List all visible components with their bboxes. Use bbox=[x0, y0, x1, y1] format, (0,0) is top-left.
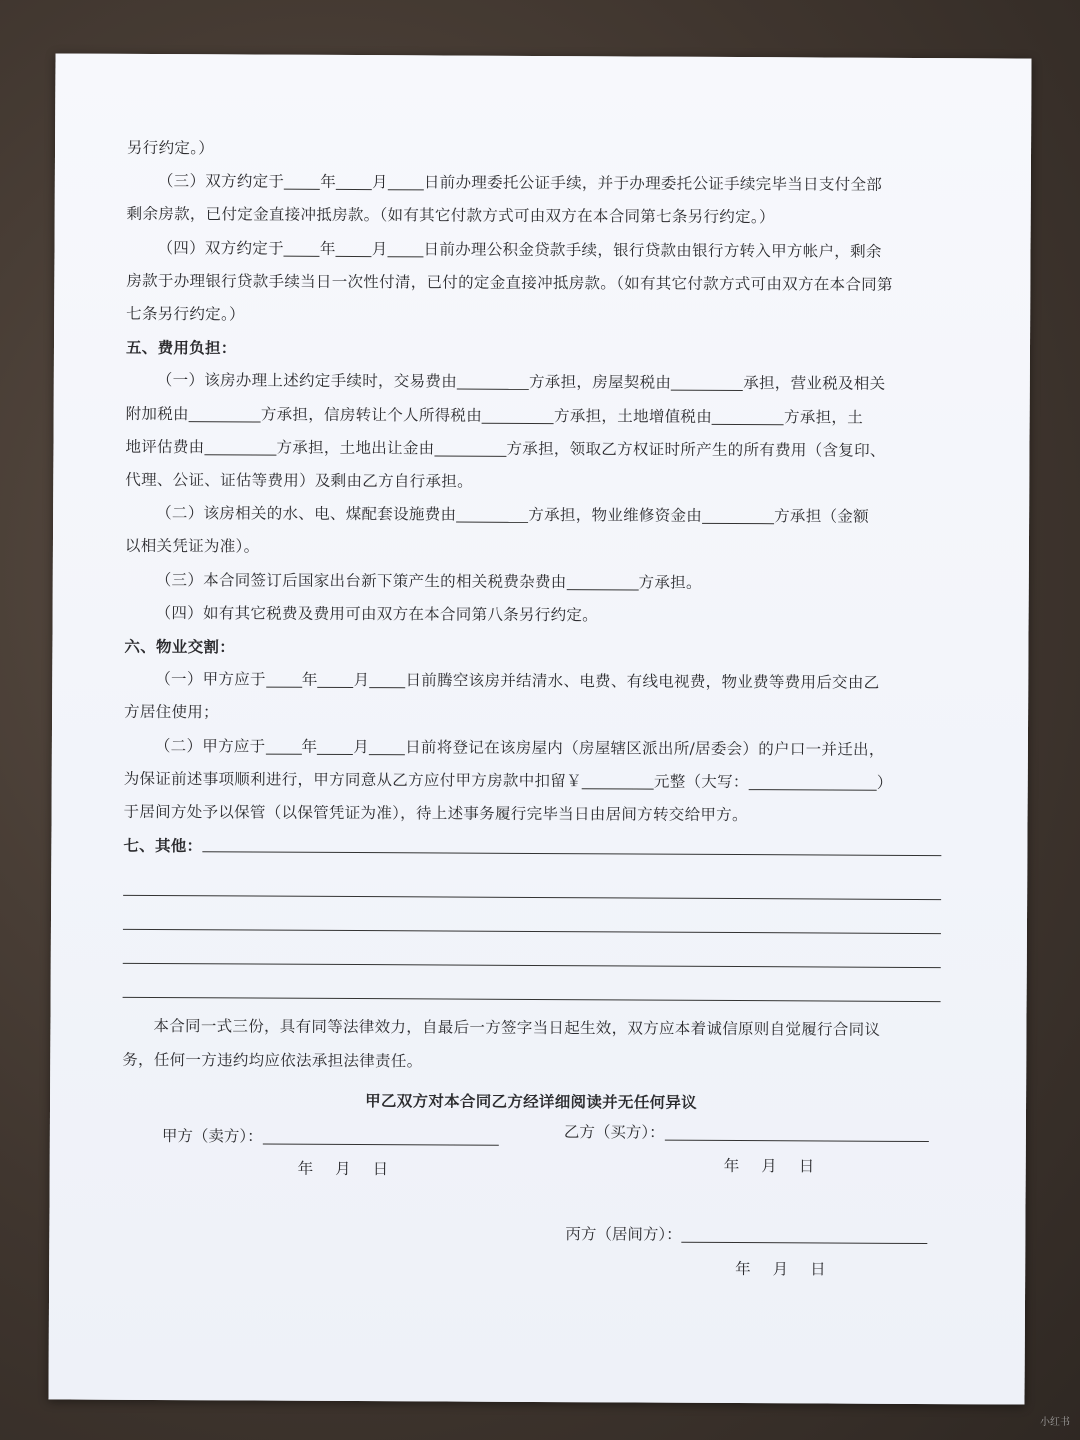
other-line[interactable] bbox=[123, 862, 941, 900]
fees-clause-4: （四）如有其它税费及费用可由双方在本合同第八条另行约定。 bbox=[155, 603, 599, 625]
handover-clause-2: （二）甲方应于 年 月 日前将登记在该房屋内（房屋辖区派出所/居委会）的户口一并迁出， bbox=[154, 736, 885, 759]
blank-field[interactable] bbox=[189, 405, 261, 422]
text-line: 务，任何一方违约均应依法承担法律责任。 bbox=[122, 1050, 423, 1071]
fees-clause-1: （一）该房办理上述约定手续时，交易费由 方承担，房屋契税由 承担，营业税及相关 bbox=[156, 371, 886, 394]
text-line: 为保证前述事项顺利进行，甲方同意从乙方应付甲方房款中扣留￥ 元整（大写： ） bbox=[123, 769, 893, 792]
blank-field[interactable] bbox=[266, 671, 302, 688]
blank-field[interactable] bbox=[284, 173, 320, 190]
validity-clause: 本合同一式三份，具有同等法律效力，自最后一方签字当日起生效，双方应本着诚信原则自觉履行合同议 bbox=[153, 1017, 881, 1040]
blank-field[interactable] bbox=[204, 438, 276, 455]
blank-field[interactable] bbox=[318, 671, 354, 688]
other-line[interactable] bbox=[202, 829, 941, 856]
signature-line[interactable] bbox=[263, 1128, 499, 1146]
party-c-date: 年月日 bbox=[735, 1260, 848, 1279]
blank-field[interactable] bbox=[388, 173, 424, 190]
blank-field[interactable] bbox=[456, 506, 528, 523]
blank-field[interactable] bbox=[712, 408, 784, 425]
section-heading-other: 七、其他： bbox=[123, 829, 941, 866]
handover-clause-1: （一）甲方应于 年 月 日前腾空该房并结清水、电费、有线电视费，物业费等费用后交由乙 bbox=[155, 670, 880, 693]
other-line[interactable] bbox=[123, 964, 941, 1002]
blank-field[interactable] bbox=[336, 173, 372, 190]
other-line[interactable] bbox=[123, 896, 941, 934]
text-line: 另行约定。） bbox=[126, 138, 215, 158]
text-line: 附加税由 方承担，信房转让个人所得税由 方承担，土地增值税由 方承担，土 bbox=[125, 404, 864, 427]
blank-field[interactable] bbox=[457, 373, 529, 390]
clause-4-payment: （四）双方约定于 年 月 日前办理公积金贷款手续，银行贷款由银行方转入甲方帐户，剩余 bbox=[157, 238, 882, 261]
blank-field[interactable] bbox=[567, 573, 639, 590]
blank-field[interactable] bbox=[749, 773, 877, 791]
party-b-date: 年月日 bbox=[723, 1156, 837, 1176]
section-heading-fees: 五、费用负担： bbox=[125, 338, 237, 358]
section-heading-handover: 六、物业交割： bbox=[124, 636, 236, 657]
contract-page bbox=[48, 53, 1031, 1404]
blank-field[interactable] bbox=[388, 240, 424, 257]
blank-field[interactable] bbox=[369, 738, 405, 755]
text-line: 代理、公证、证估等费用）及剩由乙方自行承担。 bbox=[125, 470, 473, 491]
party-a-date: 年月日 bbox=[297, 1159, 411, 1179]
blank-field[interactable] bbox=[434, 439, 506, 456]
signature-line[interactable] bbox=[665, 1124, 929, 1142]
clause-3-payment: （三）双方约定于 年 月 日前办理委托公证手续，并于办理委托公证手续完毕当日支付全部 bbox=[157, 172, 883, 194]
blank-field[interactable] bbox=[582, 772, 654, 789]
party-a-signature: 甲方（卖方）： bbox=[162, 1124, 499, 1148]
blank-field[interactable] bbox=[369, 671, 405, 688]
blank-field[interactable] bbox=[265, 737, 301, 754]
blank-field[interactable] bbox=[671, 374, 743, 391]
blank-field[interactable] bbox=[702, 507, 774, 524]
text-line: 房款于办理银行贷款手续当日一次性付清，已付的定金直接冲抵房款。（如有其它付款方式可由双方在本合同第 bbox=[126, 271, 893, 294]
fees-clause-3: （三）本合同签订后国家出台新下策产生的相关税费杂费由 方承担。 bbox=[155, 570, 702, 592]
blank-field[interactable] bbox=[482, 406, 554, 423]
text-line: 地评估费由 方承担，土地出让金由 方承担，领取乙方权证时所产生的所有费用（含复印、 bbox=[125, 437, 886, 460]
contract-body bbox=[122, 132, 945, 1120]
blank-field[interactable] bbox=[317, 737, 353, 754]
party-b-signature: 乙方（买方）： bbox=[564, 1120, 929, 1144]
blank-field[interactable] bbox=[284, 239, 320, 256]
text-line: 方居住使用； bbox=[124, 703, 219, 722]
party-c-signature: 丙方（居间方）： bbox=[565, 1222, 927, 1246]
text-line: 以相关凭证为准）。 bbox=[124, 537, 260, 556]
text-line: 七条另行约定。） bbox=[126, 304, 245, 324]
other-line[interactable] bbox=[123, 930, 941, 968]
acknowledgement-statement: 甲乙双方对本合同乙方经详细阅读并无任何异议 bbox=[365, 1090, 698, 1112]
watermark: 小红书 bbox=[1040, 1417, 1070, 1428]
text-line: 剩余房款，已付定金直接冲抵房款。（如有其它付款方式可由双方在本合同第七条另行约定。） bbox=[126, 205, 775, 227]
fees-clause-2: （二）该房相关的水、电、煤配套设施费由 方承担，物业维修资金由 方承担（金额 bbox=[156, 504, 869, 526]
blank-field[interactable] bbox=[336, 240, 372, 257]
signature-line[interactable] bbox=[682, 1226, 928, 1244]
text-line: 于居间方处予以保管（以保管凭证为准），待上述事务履行完毕当日由居间方转交给甲方。 bbox=[123, 802, 748, 825]
